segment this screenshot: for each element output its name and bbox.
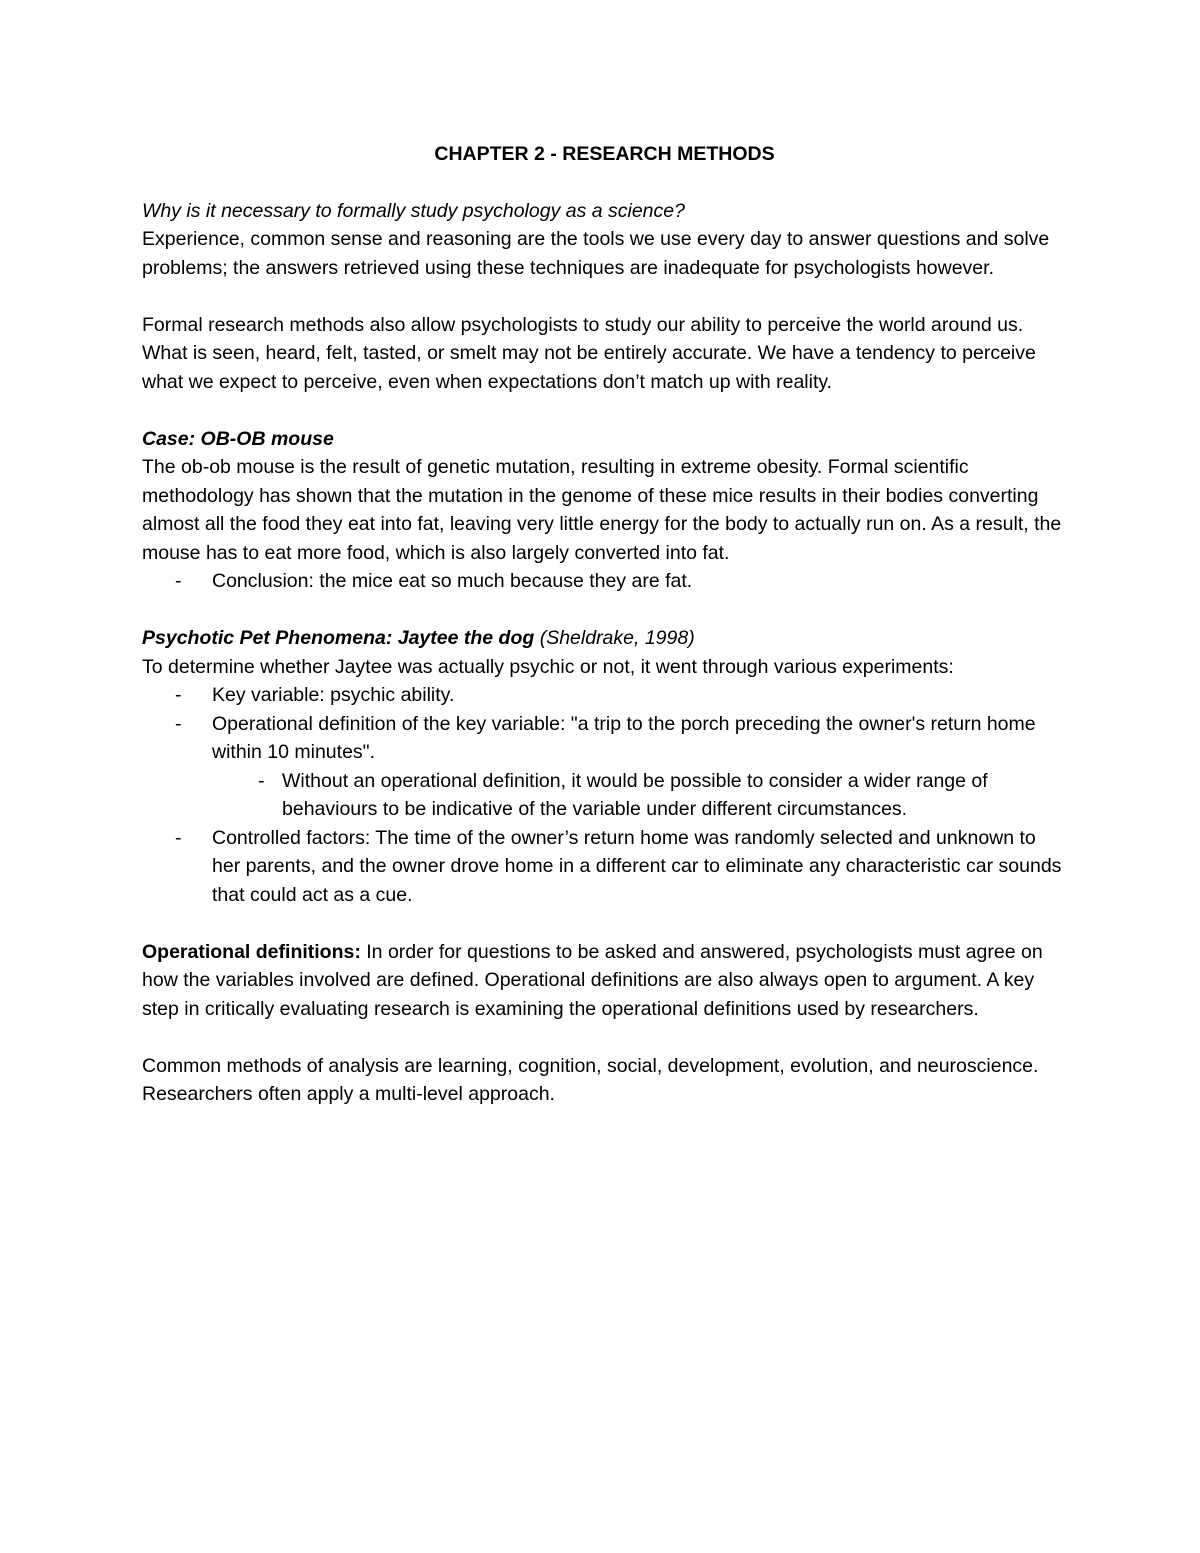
- intro-answer: Experience, common sense and reasoning are the tools we use every day to answer questions and solve problems; the answers retrieved using these techniques are inadequate for psychologists however.: [142, 228, 1050, 279]
- list-item: [142, 767, 1067, 824]
- case-obob-body: The ob-ob mouse is the result of genetic mutation, resulting in extreme obesity. Formal scientific methodology has shown that the mutation in the genome of these mice results in their bodies converting almost all the food they eat into fat, leaving very little energy for the body to actually run on. As a result, the mouse has to eat more food, which is also largely converted into fat.: [142, 456, 1062, 564]
- operational-definitions-label: Operational definitions:: [142, 940, 361, 963]
- list-item-text: Conclusion: the mice eat so much because they are fat.: [212, 570, 693, 592]
- dash-marker: -: [258, 769, 265, 792]
- list-item-text: Controlled factors: The time of the owner’s return home was randomly selected and unknown to her parents, and the owner drove home in a different car to eliminate any characteristic car sounds that could act as a cue.: [212, 826, 1062, 906]
- case-obob-heading: Case: OB-OB mouse: [142, 427, 334, 450]
- case-obob-list: [142, 567, 1067, 596]
- operational-definitions-text: In order for questions to be asked and answered, psychologists must agree on how the variables involved are defined. Operational definitions are also always open to argument. A key step in critically evaluating research is examining the operational definitions used by researchers.: [142, 940, 1043, 1020]
- dash-marker: -: [175, 826, 182, 849]
- list-item-text: Operational definition of the key variable: "a trip to the porch preceding the owner's return home within 10 minutes".: [212, 712, 1036, 763]
- methods-paragraph: Common methods of analysis are learning, cognition, social, development, evolution, and neuroscience. Researchers often apply a multi-level approach.: [142, 1054, 1039, 1105]
- perception-paragraph: Formal research methods also allow psychologists to study our ability to perceive the world around us. What is seen, heard, felt, tasted, or smelt may not be entirely accurate. We have a tendency to perceive what we expect to perceive, even when expectations don’t match up with reality.: [142, 313, 1036, 393]
- intro-question: Why is it necessary to formally study psychology as a science?: [142, 199, 685, 222]
- case-jaytee-list-2: [142, 824, 1067, 910]
- list-item-text: Without an operational definition, it would be possible to consider a wider range of behaviours to be indicative of the variable under different circumstances.: [282, 769, 988, 820]
- spacer: [142, 1023, 1067, 1052]
- case-jaytee-body: To determine whether Jaytee was actually psychic or not, it went through various experiments:: [142, 655, 954, 678]
- page-title: CHAPTER 2 - RESEARCH METHODS: [434, 143, 775, 165]
- spacer: [142, 596, 1067, 625]
- dash-marker: -: [175, 712, 182, 735]
- list-item: [142, 681, 1067, 710]
- dash-marker: -: [175, 570, 182, 592]
- case-jaytee-sublist: [142, 767, 1067, 824]
- operational-definitions-paragraph: [142, 938, 1067, 1024]
- list-item: [142, 567, 1067, 596]
- case-jaytee-heading: Psychotic Pet Phenomena: Jaytee the dog: [142, 627, 535, 649]
- list-item: [142, 824, 1067, 910]
- list-item: [142, 710, 1067, 767]
- spacer: [142, 282, 1067, 311]
- spacer: [142, 909, 1067, 938]
- spacer: [142, 396, 1067, 425]
- case-jaytee-citation: (Sheldrake, 1998): [534, 627, 695, 649]
- dash-marker: -: [175, 684, 182, 706]
- list-item-text: Key variable: psychic ability.: [212, 684, 455, 706]
- case-jaytee-heading-line: [142, 624, 1067, 653]
- case-jaytee-list: [142, 681, 1067, 767]
- document-body: [142, 140, 1067, 1109]
